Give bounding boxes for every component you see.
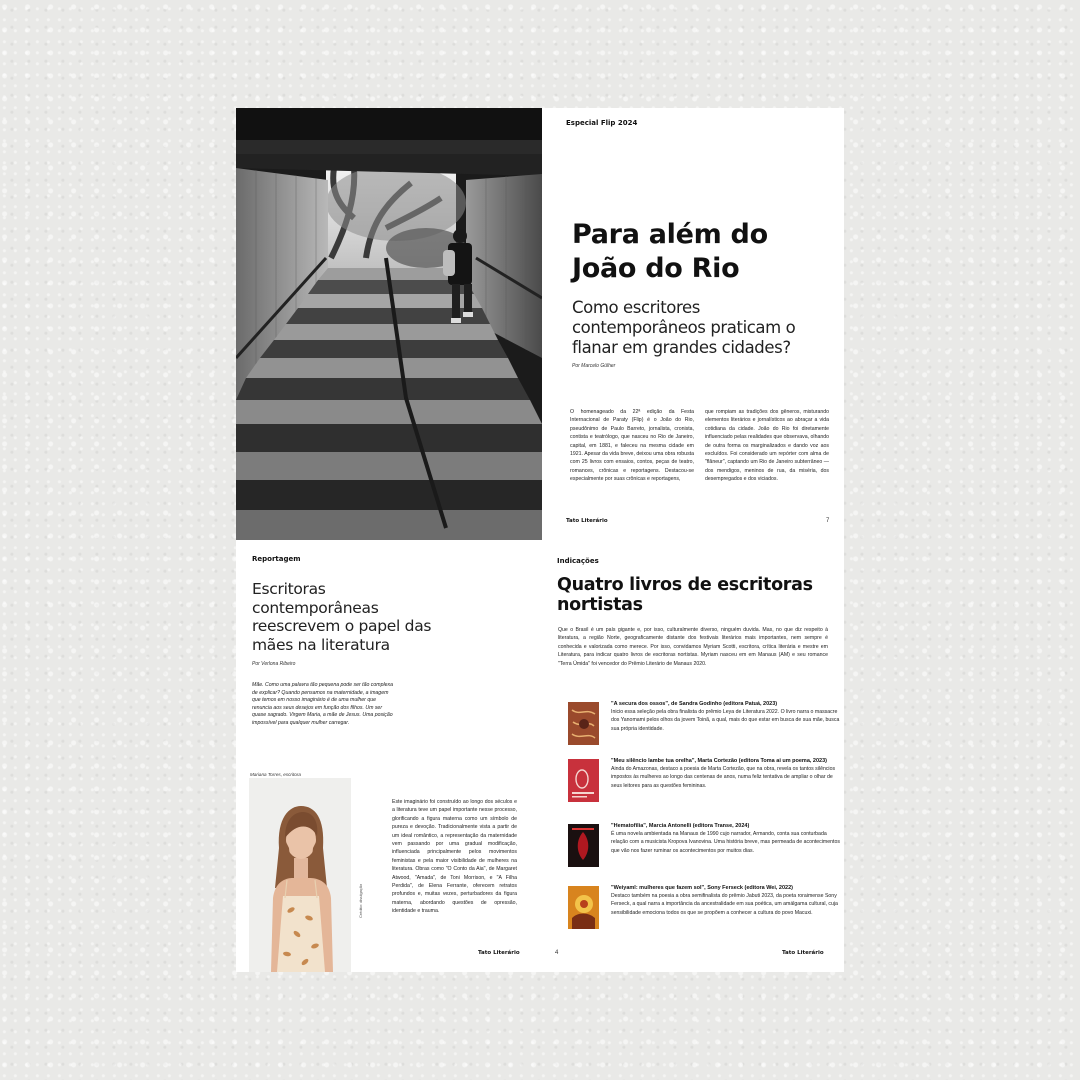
book-cover-image <box>568 824 599 867</box>
section-kicker: Reportagem <box>252 555 301 563</box>
top-spread-page <box>236 108 844 540</box>
book-description: Ainda do Amazonas, destaco a poesia de Marta Cortezão, que na obra, revela os tantos silêncios impostos às mulheres ao longo das centenas de anos, numa feliz tentativa de ampliar o olhar de seus leitores para as questões femininas. <box>611 766 836 789</box>
stairway-photo <box>236 108 542 540</box>
section-kicker: Indicações <box>557 557 599 565</box>
page-number: 4 <box>555 950 559 956</box>
book-description: Destaco também na poesia a obra semifinalista do prêmio Jabuti 2023, da poeta roraimense Sony Ferseck, a qual narra a importância da ancestralidade em sua poética, um amálgama cultural, cuja sensibilidade emociona todos os que se propõem a conhecer a cultura do povo Macuxi. <box>611 893 838 916</box>
article-title: Para além do João do Rio <box>572 219 768 284</box>
book-cover-image <box>568 759 599 802</box>
book-description: Inicio essa seleção pela obra finalista do prêmio Leya de Literatura 2022. O livro narra o massacre dos Yanomami pelos olhos da jovem Toinã, a qual, mais do que estar em busca de sua mãe, busca sua própria identidade. <box>611 709 840 732</box>
article-body-column-1: O homenageado da 22ª edição da Festa Internacional de Paraty (Flip) é o João do Rio, pseudônimo de Paulo Barreto, jornalista, cronista, contista e teatrólogo, que nasceu no Rio de Janeiro, capital, em 1881, e faleceu na mesma cidade em 1921. Apesar da vida breve, deixou uma obra robusta com 25 livros com ensaios, contos, peças de teatro, romances, crônicas e reportagens. Destacou-se especialmente por suas crônicas e reportagens, <box>570 409 694 483</box>
photo-caption: Mariana Torres, escritora <box>250 772 301 777</box>
article-intro: Que o Brasil é um país gigante e, por isso, culturalmente diverso, ninguém duvida. Mas, no que diz respeito à literatura, a região Norte, geograficamente distante dos festivais literários mais importantes, nem sempre é conhecida e valorizada como merece. Por isso, convidamos Myriam Scotti, escritora, crítica literária e mestre em Literatura, para indicar quatro livros de escritoras nortistas. Myriam nasceu em em Manaus (AM) e seu romance "Terra Úmida" foi vencedor do Prêmio Literário de Manaus 2020. <box>558 627 828 667</box>
book-cover-image <box>568 702 599 745</box>
magazine-footer-label: Tato Literário <box>782 950 824 956</box>
article-subtitle: Como escritores contemporâneos praticam o flanar em grandes cidades? <box>572 298 796 357</box>
magazine-footer-label: Tato Literário <box>566 518 608 524</box>
article-body-column-2: que rompiam as tradições dos gêneros, misturando elementos literários e jornalísticos ao abraçar a vida cotidiana da cidade. João do Rio foi diretamente influenciado pelas realidades que observava, olhando de outra forma os marginalizados e dando voz aos excluídos. Foi considerado um repórter com alma de "flâneur", captando um Rio de Janeiro subterrâneo — dos mendigos, meninos de rua, da miséria, dos desempregados e dos viciados. <box>705 409 829 483</box>
article-byline: Por Verlona Ribeiro <box>252 661 296 667</box>
book-description: É uma novela ambientada na Manaus de 1990 cujo narrador, Armando, conta sua conturbada relação com a musicista Kropova Ivanovina. Uma história breve, mas permeada de acontecimentos que vão nos fazer ruminar os acontecimentos por muitos dias. <box>611 831 840 854</box>
magazine-footer-label: Tato Literário <box>478 950 520 956</box>
article-title: Escritoras contemporâneas reescrevem o papel das mães na literatura <box>252 580 432 654</box>
book-title: "Weiyamî: mulheres que fazem sol", Sony Ferseck (editora Wei, 2022) <box>611 885 793 891</box>
page-number: 7 <box>826 518 830 524</box>
book-cover-image <box>568 886 599 929</box>
article-title: Quatro livros de escritoras nortistas <box>557 575 813 615</box>
book-title: "A secura dos ossos", de Sandra Godinho (editora Patuá, 2023) <box>611 701 778 707</box>
book-title: "Hematofilia", Marcia Antonelli (editora Transe, 2024) <box>611 823 750 829</box>
article-body: Este imaginário foi construído ao longo dos séculos e a literatura teve um papel importante nesse processo, glorificando a figura materna como um símbolo de pureza e devoção. Tradicionalmente vista a partir de um ideal romântico, a representação da maternidade vem passando por uma gradual modificação, influenciada principalmente pelos movimentos feministas e pela maior visibilidade de mulheres na literatura. Obras como "O Conto da Aia", de Margaret Atwood, "Amada", de Toni Morrison, e "A Filha Perdida", de Elena Ferrante, oferecem retratos profundos e, muitas vezes, perturbadores da figura materna, abordando questões de opressão, identidade e trauma. <box>392 799 517 915</box>
book-title: "Meu silêncio lambe tua orelha", Marta Cortezão (editora Toma ai um poema, 2023) <box>611 758 828 764</box>
bottom-left-page <box>236 540 542 972</box>
portrait-photo <box>249 778 351 972</box>
photo-credit: Crédito: divulgação <box>358 883 363 918</box>
bottom-right-page <box>542 540 844 972</box>
article-lede: Mãe. Como uma palavra tão pequena pode ser tão complexa de explicar? Quando pensamos na maternidade, a imagem que temos em nosso imaginário é de uma mulher que renuncia aos seus desejos em função dos filhos. Um ser quase sagrado. Virgem Maria, a mãe de Jesus. Uma posição impossível para qualquer mulher carregar. <box>252 682 394 726</box>
section-kicker: Especial Flip 2024 <box>566 119 638 127</box>
article-byline: Por Marcelo Gülher <box>572 363 616 369</box>
